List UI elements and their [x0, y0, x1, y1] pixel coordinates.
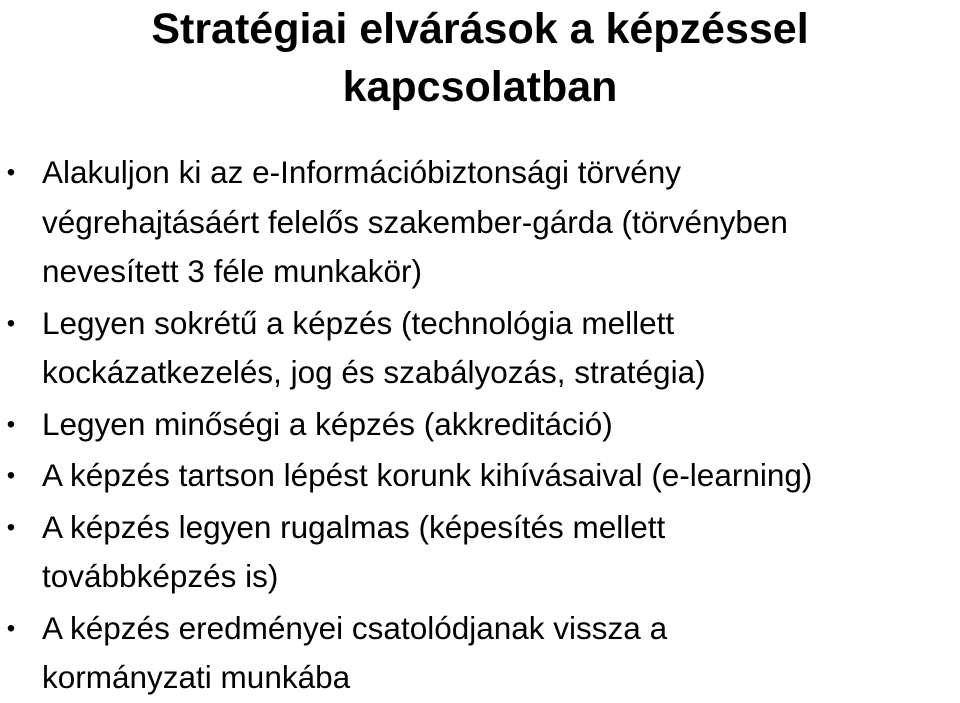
bullet-text-line: továbbképzés is): [42, 558, 279, 594]
bullet-dot-icon: •: [6, 410, 16, 438]
bullet-text-line: nevesített 3 féle munkakör): [42, 253, 422, 289]
bullet-item: [0, 148, 960, 297]
bullet-text-line: A képzés legyen rugalmas (képesítés mellett: [42, 508, 666, 545]
bullet-text-line: végrehajtásáért felelős szakember-gárda (törvényben: [42, 203, 788, 240]
bullet-text-line: kormányzati munkába: [42, 659, 351, 695]
bullet-text-line: Legyen sokrétű a képzés (technológia mellett: [42, 304, 675, 341]
bullet-text-line: A képzés tartson lépést korunk kihívásaival (e-learning): [42, 457, 813, 493]
bullet-list: [0, 148, 960, 703]
bullet-text-line: Alakuljon ki az e-Információbiztonsági törvény: [42, 154, 682, 190]
bullet-dot-icon: •: [6, 462, 16, 489]
bullet-dot-icon: •: [6, 309, 16, 337]
bullet-item: [0, 451, 960, 501]
bullet-dot-icon: •: [6, 614, 16, 642]
bullet-item: [0, 503, 960, 602]
slide-title: [0, 0, 960, 116]
bullet-item: [0, 604, 960, 703]
bullet-text-line: A képzés eredményei csatolódjanak vissza a: [42, 609, 668, 646]
bullet-text-line: Legyen minőségi a képzés (akkreditáció): [42, 405, 613, 442]
slide-title-line: kapcsolatban: [342, 63, 618, 111]
bullet-item: [0, 400, 960, 450]
bullet-text-line: kockázatkezelés, jog és szabályozás, stratégia): [42, 354, 706, 390]
bullet-dot-icon: •: [6, 513, 16, 541]
bullet-dot-icon: •: [6, 159, 16, 186]
slide-title-line: Stratégiai elvárások a képzéssel: [151, 5, 809, 53]
bullet-item: [0, 299, 960, 398]
